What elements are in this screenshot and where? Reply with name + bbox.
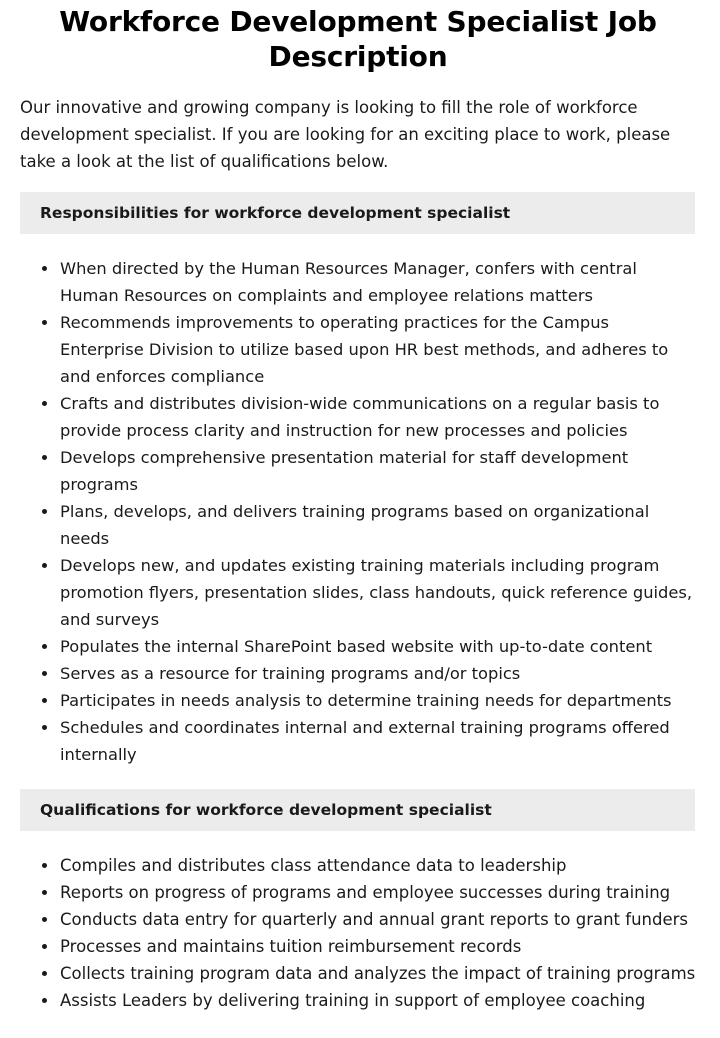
list-item: Conducts data entry for quarterly and annual grant reports to grant funders (60, 906, 696, 933)
list-item: Schedules and coordinates internal and external training programs offered internally (60, 714, 696, 768)
list-item: Collects training program data and analyzes the impact of training programs (60, 960, 696, 987)
bullet-icon (42, 944, 47, 949)
intro-paragraph: Our innovative and growing company is looking to fill the role of workforce development specialist. If you are looking for an exciting place to work, please take a look at the list of qualifications below. (20, 98, 671, 171)
list-item: When directed by the Human Resources Manager, confers with central Human Resources on complaints and employee relations matters (60, 255, 696, 309)
bullet-icon (42, 863, 47, 868)
bullet-icon (42, 998, 47, 1003)
list-item: Participates in needs analysis to determine training needs for departments (60, 687, 696, 714)
bullet-icon (42, 455, 47, 460)
list-item: Develops comprehensive presentation material for staff development programs (60, 444, 696, 498)
list-item: Populates the internal SharePoint based website with up-to-date content (60, 633, 696, 660)
bullet-icon (42, 890, 47, 895)
list-item: Develops new, and updates existing training materials including program promotion flyers, presentation slides, class handouts, quick reference guides, and surveys (60, 552, 696, 633)
qualifications-heading: Qualifications for workforce development specialist (20, 789, 695, 831)
responsibilities-heading: Responsibilities for workforce development specialist (20, 192, 695, 234)
bullet-icon (42, 917, 47, 922)
bullet-icon (42, 401, 47, 406)
page-title: Workforce Development Specialist Job Description (59, 5, 657, 73)
bullet-icon (42, 644, 47, 649)
bullet-icon (42, 725, 47, 730)
bullet-icon (42, 320, 47, 325)
list-item: Serves as a resource for training programs and/or topics (60, 660, 696, 687)
list-item: Plans, develops, and delivers training programs based on organizational needs (60, 498, 696, 552)
qualifications-list (20, 852, 696, 1014)
bullet-icon (42, 698, 47, 703)
list-item: Reports on progress of programs and employee successes during training (60, 879, 696, 906)
list-item: Processes and maintains tuition reimbursement records (60, 933, 696, 960)
bullet-icon (42, 266, 47, 271)
bullet-icon (42, 563, 47, 568)
responsibilities-list (20, 255, 696, 768)
bullet-icon (42, 971, 47, 976)
list-item: Crafts and distributes division-wide communications on a regular basis to provide process clarity and instruction for new processes and policies (60, 390, 696, 444)
bullet-icon (42, 671, 47, 676)
list-item: Compiles and distributes class attendance data to leadership (60, 852, 696, 879)
list-item: Assists Leaders by delivering training in support of employee coaching (60, 987, 696, 1014)
list-item: Recommends improvements to operating practices for the Campus Enterprise Division to utilize based upon HR best methods, and adheres to and enforces compliance (60, 309, 696, 390)
bullet-icon (42, 509, 47, 514)
